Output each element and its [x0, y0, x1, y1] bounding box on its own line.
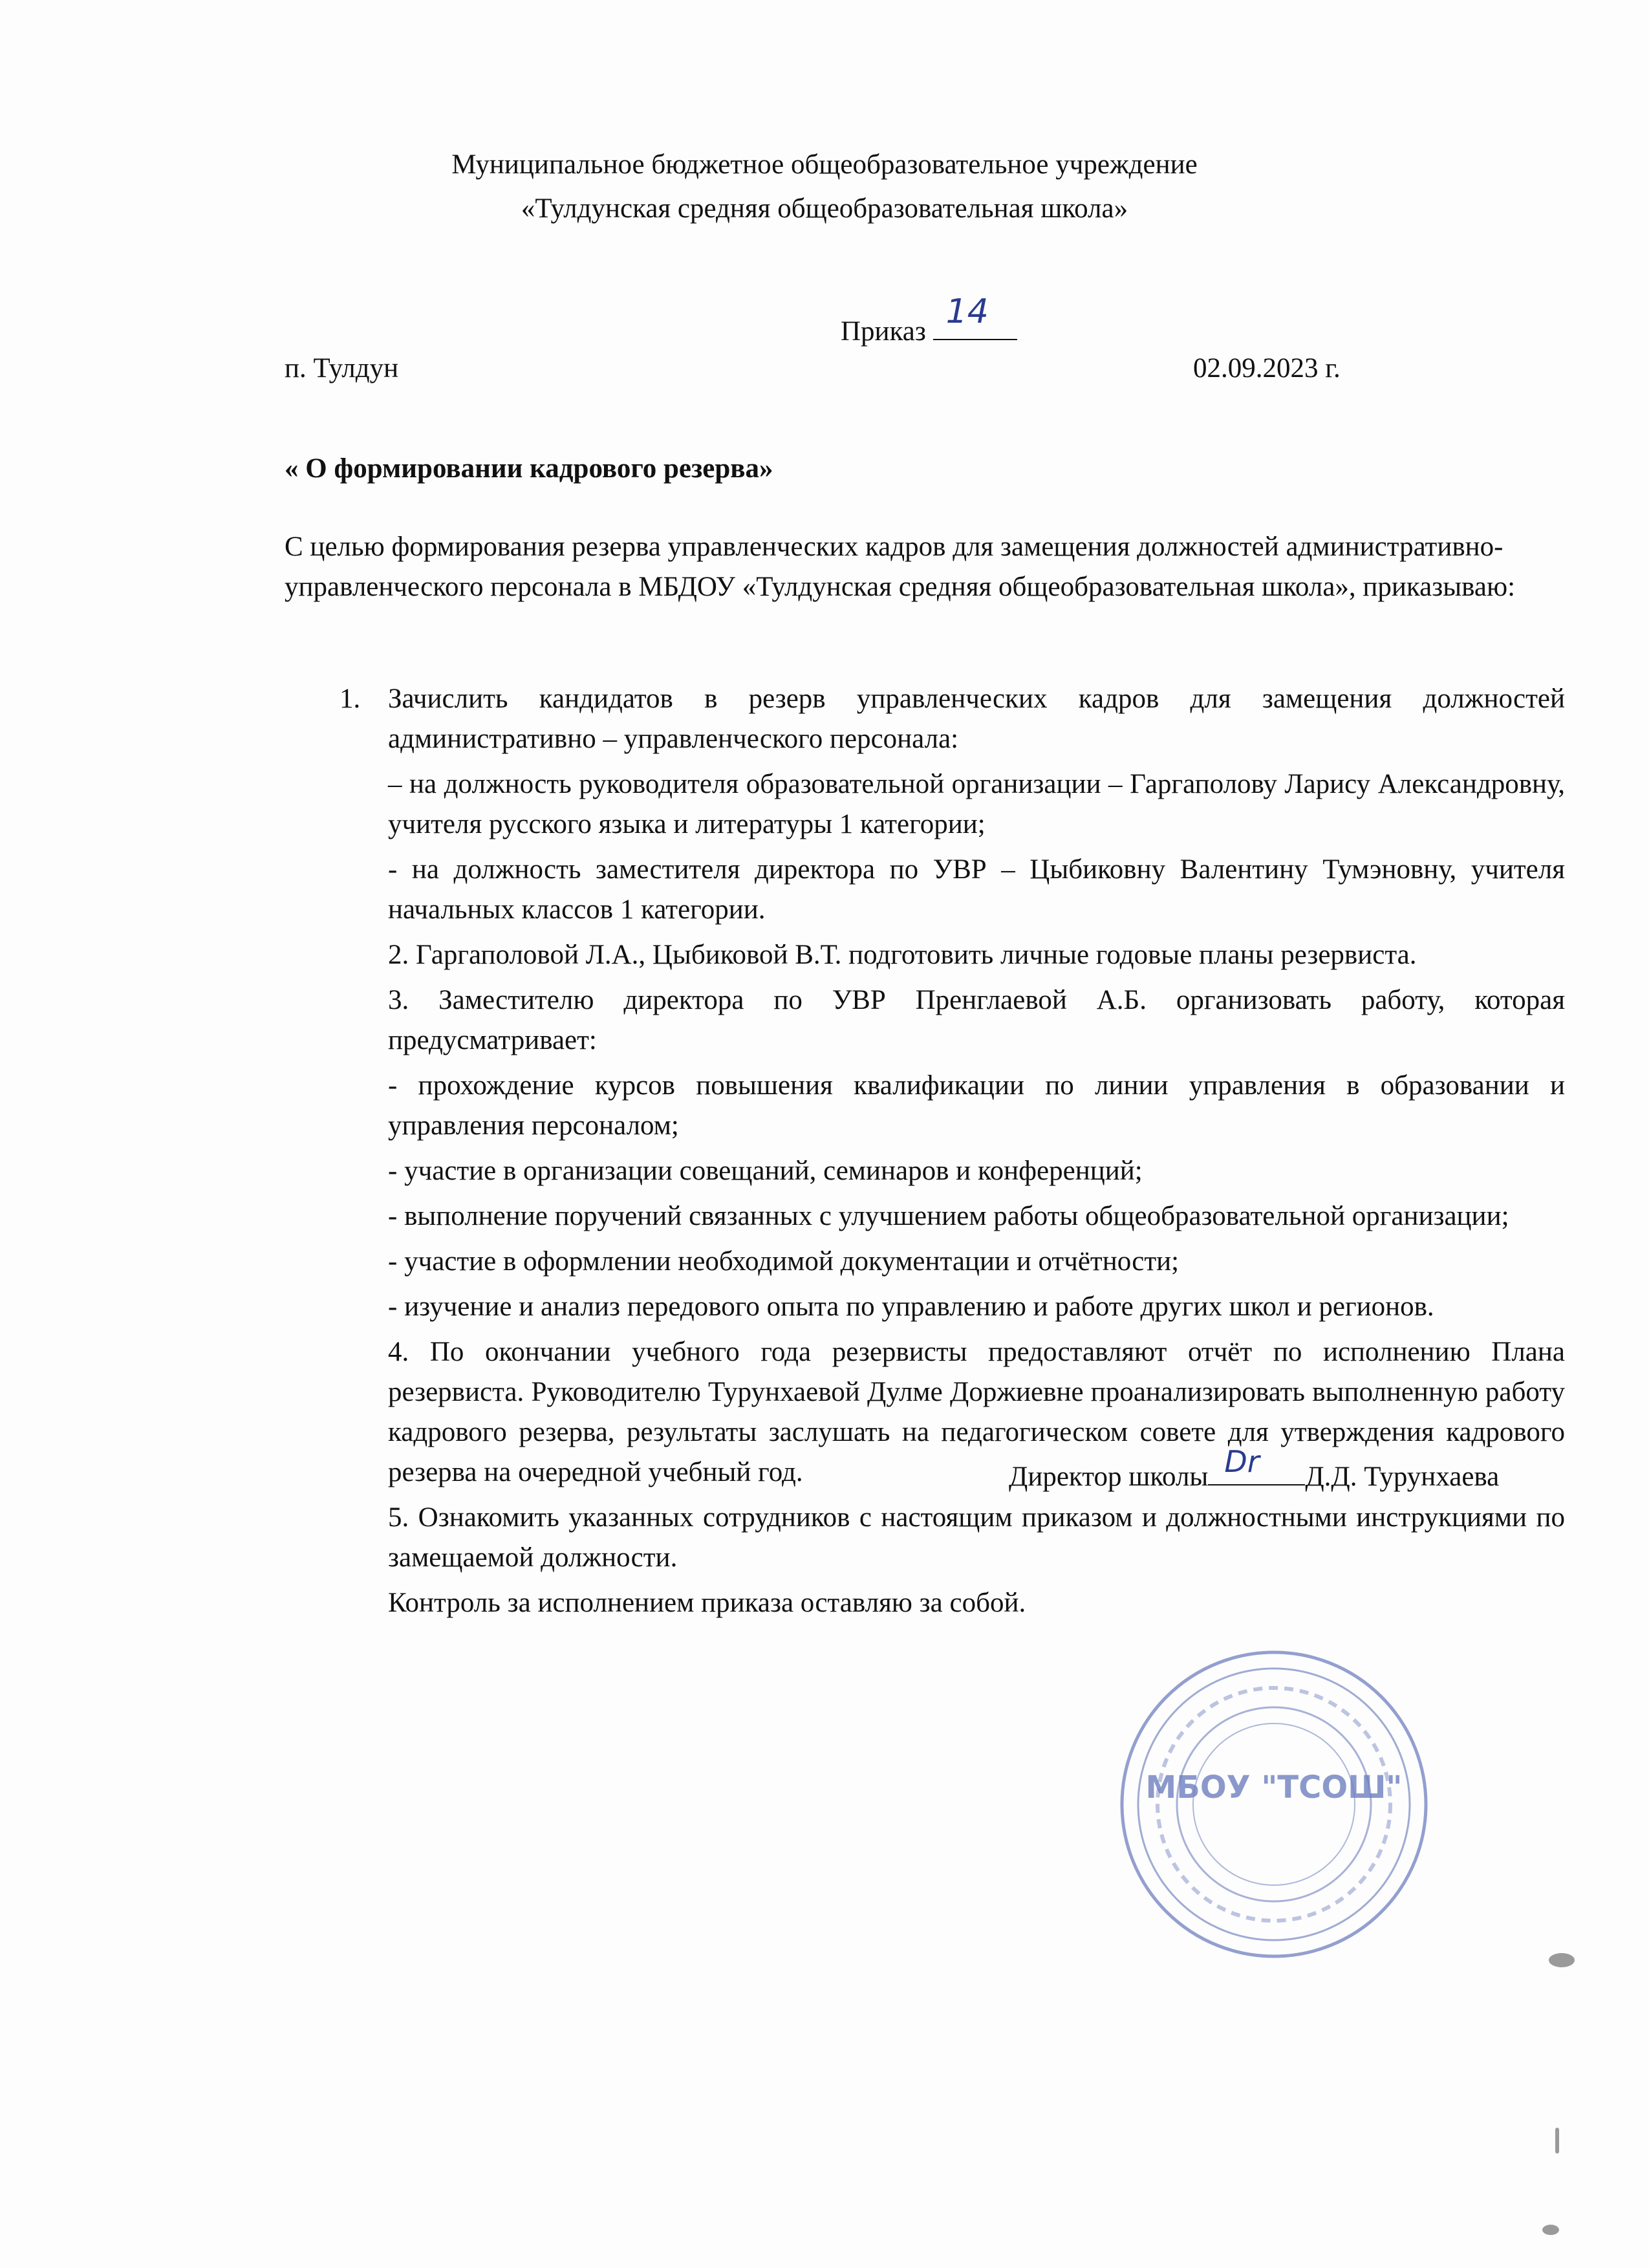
signature-block: [1009, 1444, 1500, 1493]
item-3-bullet-c: - выполнение поручений связанных с улучшением работы общеобразовательной организации;: [388, 1201, 1509, 1231]
order-title: « О формировании кадрового резерва»: [285, 453, 773, 484]
item-3-bullet-d: - участие в оформлении необходимой документации и отчётности;: [388, 1246, 1180, 1277]
stamp-center-text: МБОУ "ТСОШ": [1145, 1769, 1403, 1806]
order-intro: С целью формирования резерва управленческих кадров для замещения должностей административно-управленческого персонала в МБДОУ «Тулдунская средняя общеобразовательная школа», приказываю:: [285, 532, 1516, 602]
signature-label: Директор школы: [1009, 1462, 1209, 1492]
signature-name: Д.Д. Турунхаева: [1305, 1462, 1500, 1492]
control-clause: Контроль за исполнением приказа оставляю за собой.: [388, 1588, 1026, 1618]
order-date: 02.09.2023 г.: [1193, 353, 1341, 383]
order-item-3: 3. Заместителю директора по УВР Пренглаевой А.Б. организовать работу, которая предусматривает:: [388, 985, 1565, 1055]
item-3-bullet-b: - участие в организации совещаний, семинаров и конференций;: [388, 1156, 1143, 1186]
scan-artifact-spot: [1549, 1953, 1575, 1967]
order-number-handwritten: 14: [945, 292, 989, 331]
order-label: Приказ: [841, 316, 926, 347]
place: п. Тулдун: [285, 353, 399, 383]
handwritten-signature: Dr: [1224, 1444, 1260, 1479]
org-name-line2: «Тулдунская средняя общеобразовательная школа»: [521, 193, 1128, 224]
item-3-bullet-a: - прохождение курсов повышения квалификации по линии управления в образовании и управления персоналом;: [388, 1070, 1565, 1141]
order-heading: [841, 292, 1017, 351]
order-item-1: [339, 679, 1565, 759]
scan-artifact-spot: [1542, 2225, 1559, 2235]
signature-line: [1208, 1444, 1305, 1485]
item-3-bullet-e: - изучение и анализ передового опыта по управлению и работе других школ и регионов.: [388, 1291, 1434, 1322]
item-1-marker: 1.: [339, 684, 361, 714]
scan-artifact-spot: [1555, 2128, 1559, 2154]
order-item-2: 2. Гаргаполовой Л.А., Цыбиковой В.Т. подготовить личные годовые планы резервиста.: [388, 940, 1417, 970]
org-name-line1: Муниципальное бюджетное общеобразовательное учреждение: [451, 149, 1198, 180]
order-item-4: 4. По окончании учебного года резервисты предоставляют отчёт по исполнению Плана резервиста. Руководителю Турунхаевой Дулме Доржиевне проанализировать выполненную работу кадрового резерва, результаты заслушать на педагогическом совете для утверждения кадрового резерва на очередной учебный год.: [388, 1337, 1565, 1487]
official-stamp-seal: [1112, 1643, 1436, 1966]
item-1-text: Зачислить кандидатов в резерв управленческих кадров для замещения должностей административно – управленческого персонала:: [388, 684, 1565, 754]
order-item-5: 5. Ознакомить указанных сотрудников с настоящим приказом и должностными инструкциями по замещаемой должности.: [388, 1502, 1565, 1573]
order-number-line: [933, 292, 1017, 340]
item-1-candidate-a: – на должность руководителя образовательной организации – Гаргаполову Ларису Александровну, учителя русского языка и литературы 1 категории;: [388, 769, 1565, 839]
item-1-candidate-b: - на должность заместителя директора по УВР – Цыбиковну Валентину Тумэновну, учителя начальных классов 1 категории.: [388, 854, 1565, 925]
